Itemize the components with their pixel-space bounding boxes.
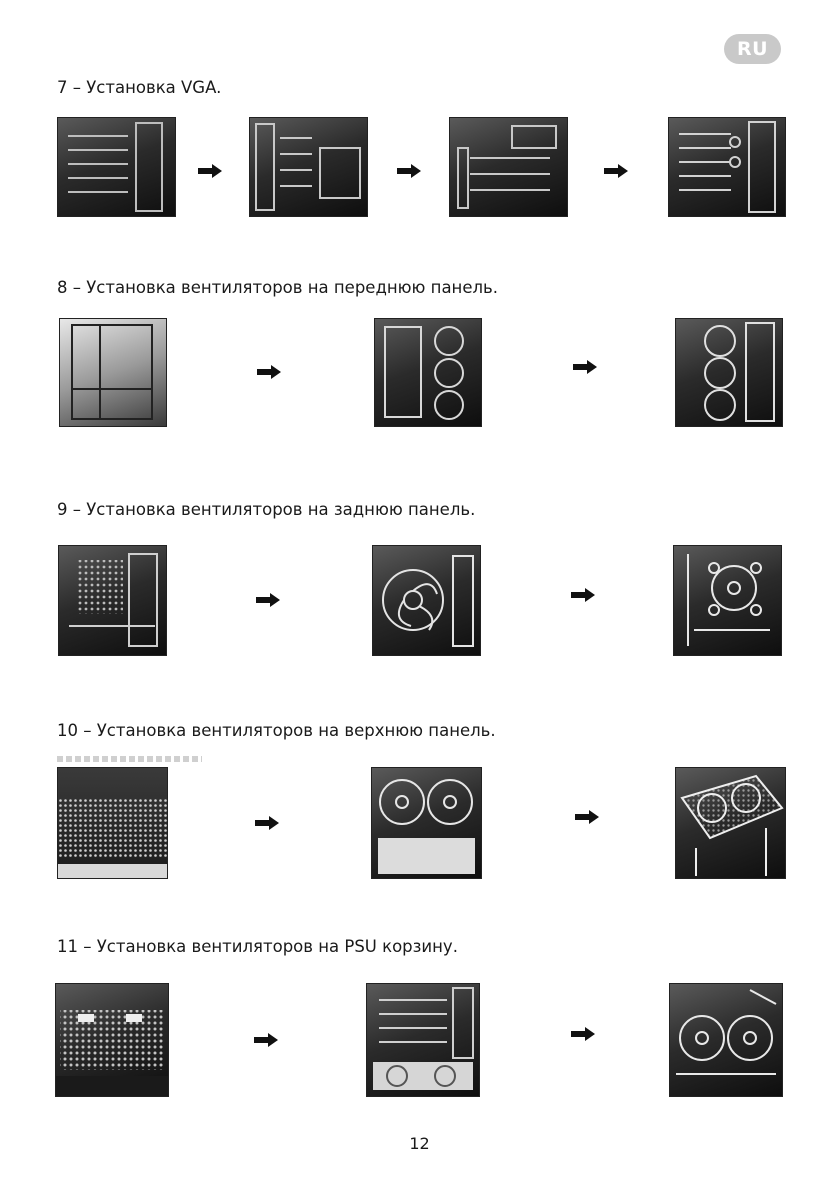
photo-top-fans-step-3 (675, 767, 786, 879)
arrow-right-icon (255, 816, 279, 830)
arrow-right-icon (198, 164, 222, 178)
section-title-vga: 7 – Установка VGA. (57, 78, 222, 97)
photo-top-fans-step-2 (371, 767, 482, 879)
arrow-right-icon (256, 593, 280, 607)
arrow-right-icon (571, 588, 595, 602)
photo-vga-step-4 (668, 117, 786, 217)
photo-vga-step-1 (57, 117, 176, 217)
section-title-front-fans: 8 – Установка вентиляторов на переднюю панель. (57, 278, 499, 297)
arrow-right-icon (257, 365, 281, 379)
photo-front-fans-step-3 (675, 318, 783, 427)
photo-rear-fans-step-1 (58, 545, 167, 656)
section-title-top-fans: 10 – Установка вентиляторов на верхнюю панель. (57, 721, 496, 740)
arrow-right-icon (604, 164, 628, 178)
photo-psu-fans-step-1 (55, 983, 169, 1097)
photo-front-fans-step-2 (374, 318, 482, 427)
arrow-right-icon (571, 1027, 595, 1041)
arrow-right-icon (397, 164, 421, 178)
photo-rear-fans-step-2 (372, 545, 481, 656)
section-title-psu-fans: 11 – Установка вентиляторов на PSU корзину. (57, 937, 458, 956)
section-title-rear-fans: 9 – Установка вентиляторов на заднюю панель. (57, 500, 476, 519)
arrow-right-icon (254, 1033, 278, 1047)
photo-vga-step-3 (449, 117, 568, 217)
arrow-right-icon (573, 360, 597, 374)
faded-text-artifact (57, 756, 202, 762)
photo-front-fans-step-1 (59, 318, 167, 427)
photo-top-fans-step-1 (57, 767, 168, 879)
photo-vga-step-2 (249, 117, 368, 217)
arrow-right-icon (575, 810, 599, 824)
photo-psu-fans-step-2 (366, 983, 480, 1097)
photo-psu-fans-step-3 (669, 983, 783, 1097)
photo-rear-fans-step-3 (673, 545, 782, 656)
language-badge: RU (724, 34, 781, 64)
page-number: 12 (409, 1134, 430, 1153)
